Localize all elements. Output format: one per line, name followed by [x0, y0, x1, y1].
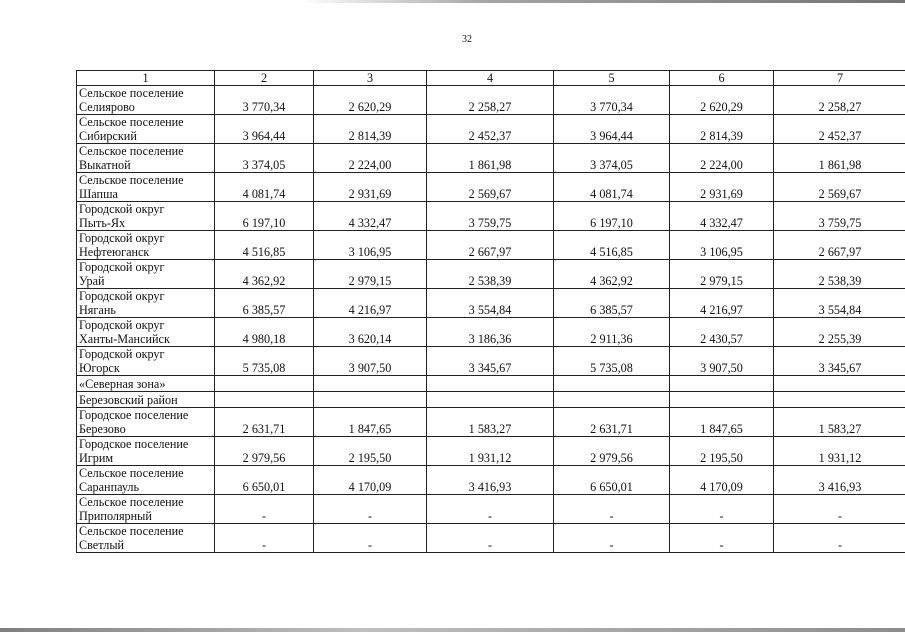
- value-cell: 2 452,37: [427, 115, 554, 144]
- value-cell: 4 516,85: [554, 231, 670, 260]
- value-cell: -: [774, 524, 905, 553]
- value-cell: 2 255,39: [774, 318, 905, 347]
- value-cell: 2 931,69: [670, 173, 774, 202]
- value-cell: 6 650,01: [215, 466, 314, 495]
- zone-label-row: [77, 376, 905, 392]
- table-row: [77, 495, 905, 524]
- municipality-type: Городской округ: [79, 260, 165, 274]
- value-cell: 2 631,71: [554, 408, 670, 437]
- value-cell: 4 170,09: [670, 466, 774, 495]
- value-cell: 3 554,84: [427, 289, 554, 318]
- municipality-name: Игрим: [79, 451, 114, 465]
- tariff-table: [76, 70, 905, 553]
- municipality-type: Сельское поселение: [79, 466, 184, 480]
- municipality-type: Городской округ: [79, 289, 165, 303]
- scan-edge-top: [300, 0, 905, 3]
- table-row: [77, 86, 905, 115]
- municipality-name: Ханты-Мансийск: [79, 332, 170, 346]
- header-cell: 7: [774, 71, 905, 86]
- value-cell: -: [670, 524, 774, 553]
- value-cell: 2 911,36: [554, 318, 670, 347]
- header-cell: 1: [77, 71, 215, 86]
- value-cell: 1 583,27: [774, 408, 905, 437]
- scan-edge-bottom: [0, 628, 905, 632]
- municipality-name: Светлый: [79, 538, 125, 552]
- value-cell: 4 332,47: [314, 202, 427, 231]
- municipality-type: Сельское поселение: [79, 86, 184, 100]
- value-cell: 3 964,44: [554, 115, 670, 144]
- municipality-type: Сельское поселение: [79, 173, 184, 187]
- municipality-type: Городской округ: [79, 347, 165, 361]
- value-cell: 2 452,37: [774, 115, 905, 144]
- table-row: [77, 260, 905, 289]
- municipality-name-cell: [77, 231, 215, 260]
- value-cell: 3 416,93: [774, 466, 905, 495]
- municipality-type: Городской округ: [79, 318, 165, 332]
- value-cell: 3 374,05: [215, 144, 314, 173]
- value-cell: 3 770,34: [554, 86, 670, 115]
- value-cell: 3 759,75: [427, 202, 554, 231]
- municipality-name-cell: [77, 86, 215, 115]
- value-cell: 3 907,50: [314, 347, 427, 376]
- value-cell: 1 861,98: [427, 144, 554, 173]
- value-cell: 3 106,95: [670, 231, 774, 260]
- table-row: [77, 437, 905, 466]
- value-cell: 2 667,97: [427, 231, 554, 260]
- table-body: [77, 86, 905, 553]
- municipality-name-cell: [77, 144, 215, 173]
- table-row: [77, 289, 905, 318]
- table-row: [77, 173, 905, 202]
- header-row: [77, 71, 905, 86]
- value-cell: 3 374,05: [554, 144, 670, 173]
- empty-cell: [670, 392, 774, 408]
- header-cell: 6: [670, 71, 774, 86]
- value-cell: 3 106,95: [314, 231, 427, 260]
- table-row: [77, 347, 905, 376]
- value-cell: 3 770,34: [215, 86, 314, 115]
- header-cell: 2: [215, 71, 314, 86]
- value-cell: 2 195,50: [314, 437, 427, 466]
- municipality-name: Саранпауль: [79, 480, 140, 494]
- value-cell: 3 345,67: [427, 347, 554, 376]
- value-cell: 2 224,00: [314, 144, 427, 173]
- municipality-name-cell: [77, 524, 215, 553]
- municipality-type: Городское поселение: [79, 437, 189, 451]
- empty-cell: [427, 392, 554, 408]
- municipality-name-cell: [77, 318, 215, 347]
- header-cell: 5: [554, 71, 670, 86]
- municipality-name-cell: [77, 115, 215, 144]
- municipality-type: Сельское поселение: [79, 495, 184, 509]
- value-cell: 4 081,74: [554, 173, 670, 202]
- table-row: [77, 408, 905, 437]
- empty-cell: [215, 392, 314, 408]
- municipality-name: Селиярово: [79, 100, 135, 114]
- value-cell: 6 650,01: [554, 466, 670, 495]
- value-cell: 3 759,75: [774, 202, 905, 231]
- value-cell: 2 195,50: [670, 437, 774, 466]
- municipality-name-cell: [77, 289, 215, 318]
- zone-label: «Северная зона»: [77, 376, 215, 392]
- empty-cell: [215, 376, 314, 392]
- value-cell: 6 197,10: [554, 202, 670, 231]
- municipality-name: Нягань: [79, 303, 116, 317]
- municipality-name: Сибирский: [79, 129, 137, 143]
- value-cell: 4 216,97: [670, 289, 774, 318]
- page-number: 32: [462, 34, 472, 45]
- value-cell: 2 631,71: [215, 408, 314, 437]
- value-cell: 1 931,12: [774, 437, 905, 466]
- value-cell: 4 362,92: [554, 260, 670, 289]
- empty-cell: [774, 392, 905, 408]
- value-cell: 3 964,44: [215, 115, 314, 144]
- value-cell: 4 216,97: [314, 289, 427, 318]
- municipality-name-cell: [77, 202, 215, 231]
- value-cell: -: [314, 495, 427, 524]
- value-cell: 3 907,50: [670, 347, 774, 376]
- municipality-type: Сельское поселение: [79, 524, 184, 538]
- municipality-name-cell: [77, 408, 215, 437]
- empty-cell: [427, 376, 554, 392]
- municipality-name-cell: [77, 173, 215, 202]
- value-cell: 2 814,39: [314, 115, 427, 144]
- table-row: [77, 144, 905, 173]
- value-cell: 1 583,27: [427, 408, 554, 437]
- empty-cell: [314, 376, 427, 392]
- municipality-name: Пыть-Ях: [79, 216, 126, 230]
- value-cell: 4 980,18: [215, 318, 314, 347]
- value-cell: 3 554,84: [774, 289, 905, 318]
- municipality-type: Городской округ: [79, 231, 165, 245]
- municipality-name-cell: [77, 347, 215, 376]
- value-cell: -: [215, 524, 314, 553]
- district-label: Березовский район: [77, 392, 215, 408]
- value-cell: 4 362,92: [215, 260, 314, 289]
- district-label-row: [77, 392, 905, 408]
- value-cell: 2 224,00: [670, 144, 774, 173]
- value-cell: 2 979,56: [554, 437, 670, 466]
- value-cell: 2 979,15: [670, 260, 774, 289]
- value-cell: 6 385,57: [215, 289, 314, 318]
- value-cell: 4 332,47: [670, 202, 774, 231]
- value-cell: 1 861,98: [774, 144, 905, 173]
- value-cell: 4 081,74: [215, 173, 314, 202]
- value-cell: 2 569,67: [774, 173, 905, 202]
- table-row: [77, 231, 905, 260]
- municipality-name-cell: [77, 437, 215, 466]
- empty-cell: [670, 376, 774, 392]
- municipality-name: Приполярный: [79, 509, 152, 523]
- municipality-type: Городской округ: [79, 202, 165, 216]
- table-row: [77, 318, 905, 347]
- municipality-name-cell: [77, 495, 215, 524]
- value-cell: -: [554, 524, 670, 553]
- value-cell: 1 847,65: [314, 408, 427, 437]
- value-cell: -: [314, 524, 427, 553]
- empty-cell: [554, 392, 670, 408]
- empty-cell: [554, 376, 670, 392]
- empty-cell: [314, 392, 427, 408]
- value-cell: 3 345,67: [774, 347, 905, 376]
- value-cell: 3 416,93: [427, 466, 554, 495]
- value-cell: -: [774, 495, 905, 524]
- value-cell: 2 667,97: [774, 231, 905, 260]
- municipality-name: Югорск: [79, 361, 120, 375]
- value-cell: 2 258,27: [774, 86, 905, 115]
- value-cell: 2 814,39: [670, 115, 774, 144]
- value-cell: 4 170,09: [314, 466, 427, 495]
- value-cell: -: [427, 524, 554, 553]
- value-cell: 2 979,15: [314, 260, 427, 289]
- value-cell: 3 620,14: [314, 318, 427, 347]
- municipality-name: Выкатной: [79, 158, 131, 172]
- municipality-type: Сельское поселение: [79, 144, 184, 158]
- value-cell: 4 516,85: [215, 231, 314, 260]
- value-cell: 2 931,69: [314, 173, 427, 202]
- municipality-name: Березово: [79, 422, 126, 436]
- municipality-name: Нефтеюганск: [79, 245, 150, 259]
- table-row: [77, 466, 905, 495]
- value-cell: 5 735,08: [215, 347, 314, 376]
- value-cell: 2 538,39: [774, 260, 905, 289]
- municipality-name-cell: [77, 260, 215, 289]
- value-cell: -: [215, 495, 314, 524]
- value-cell: 5 735,08: [554, 347, 670, 376]
- value-cell: -: [554, 495, 670, 524]
- value-cell: 6 197,10: [215, 202, 314, 231]
- header-cell: 4: [427, 71, 554, 86]
- value-cell: 3 186,36: [427, 318, 554, 347]
- empty-cell: [774, 376, 905, 392]
- value-cell: 2 620,29: [670, 86, 774, 115]
- municipality-name: Шапша: [79, 187, 118, 201]
- header-cell: 3: [314, 71, 427, 86]
- value-cell: 2 538,39: [427, 260, 554, 289]
- value-cell: 1 847,65: [670, 408, 774, 437]
- value-cell: -: [670, 495, 774, 524]
- municipality-name: Урай: [79, 274, 105, 288]
- municipality-type: Городское поселение: [79, 408, 189, 422]
- table-row: [77, 115, 905, 144]
- municipality-type: Сельское поселение: [79, 115, 184, 129]
- value-cell: 2 979,56: [215, 437, 314, 466]
- municipality-name-cell: [77, 466, 215, 495]
- table-row: [77, 524, 905, 553]
- value-cell: -: [427, 495, 554, 524]
- value-cell: 2 569,67: [427, 173, 554, 202]
- value-cell: 2 258,27: [427, 86, 554, 115]
- value-cell: 2 430,57: [670, 318, 774, 347]
- value-cell: 6 385,57: [554, 289, 670, 318]
- table-row: [77, 202, 905, 231]
- value-cell: 2 620,29: [314, 86, 427, 115]
- value-cell: 1 931,12: [427, 437, 554, 466]
